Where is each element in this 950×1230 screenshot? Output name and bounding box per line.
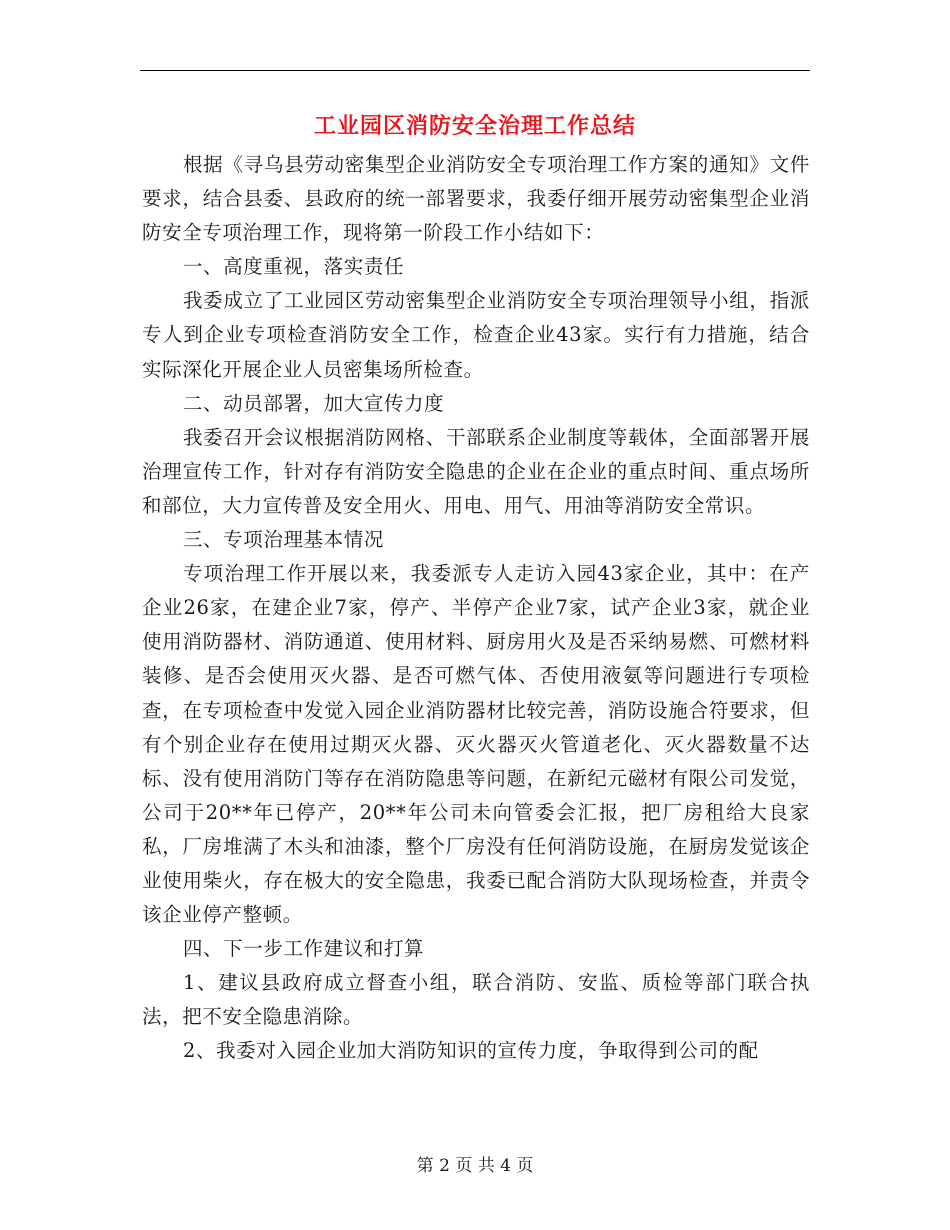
- document-title: 工业园区消防安全治理工作总结: [313, 114, 636, 139]
- document-body: [142, 148, 810, 1069]
- section-heading-4: 四、下一步工作建议和打算: [182, 937, 425, 961]
- section-heading-3: 三、专项治理基本情况: [182, 528, 384, 552]
- page-number-footer: 第 2 页 共 4 页: [416, 1156, 534, 1176]
- paragraph-section-2: 我委召开会议根据消防网格、干部联系企业制度等载体，全面部署开展治理宣传工作，针对存有消防安全隐患的企业在企业的重点时间、重点场所和部位，大力宣传普及安全用火、用电、用气、用油等消防安全常识。: [142, 425, 810, 517]
- header-rule: [140, 70, 810, 71]
- list-item-2: 2、我委对入园企业加大消防知识的宣传力度，争取得到公司的配: [182, 1039, 759, 1063]
- paragraph-intro: 根据《寻乌县劳动密集型企业消防安全专项治理工作方案的通知》文件要求，结合县委、县政府的统一部署要求，我委仔细开展劳动密集型企业消防安全专项治理工作，现将第一阶段工作小结如下：: [142, 153, 810, 245]
- list-item-1: 1、建议县政府成立督查小组，联合消防、安监、质检等部门联合执法，把不安全隐患消除。: [142, 971, 810, 1029]
- section-heading-1: 一、高度重视，落实责任: [182, 255, 405, 279]
- section-heading-2: 二、动员部署，加大宣传力度: [182, 391, 445, 415]
- paragraph-section-1: 我委成立了工业园区劳动密集型企业消防安全专项治理领导小组，指派专人到企业专项检查消防安全工作，检查企业43家。实行有力措施，结合实际深化开展企业人员密集场所检查。: [142, 289, 810, 381]
- paragraph-section-3: 专项治理工作开展以来，我委派专人走访入园43家企业，其中：在产企业26家，在建企业7家，停产、半停产企业7家，试产企业3家，就企业使用消防器材、消防通道、使用材料、厨房用火及是否采纳易燃、可燃材料装修、是否会使用灭火器、是否可燃气体、否使用液氨等问题进行专项检查，在专项检查中发觉入园企业消防器材比较完善，消防设施合符要求，但有个别企业存在使用过期灭火器、灭火器灭火管道老化、灭火器数量不达标、没有使用消防门等存在消防隐患等问题，在新纪元磁材有限公司发觉，公司于20**年已停产，20**年公司未向管委会汇报，把厂房租给大良家私，厂房堆满了木头和油漆，整个厂房没有任何消防设施，在厨房发觉该企业使用柴火，存在极大的安全隐患，我委已配合消防大队现场检查，并责令该企业停产整顿。: [142, 562, 810, 927]
